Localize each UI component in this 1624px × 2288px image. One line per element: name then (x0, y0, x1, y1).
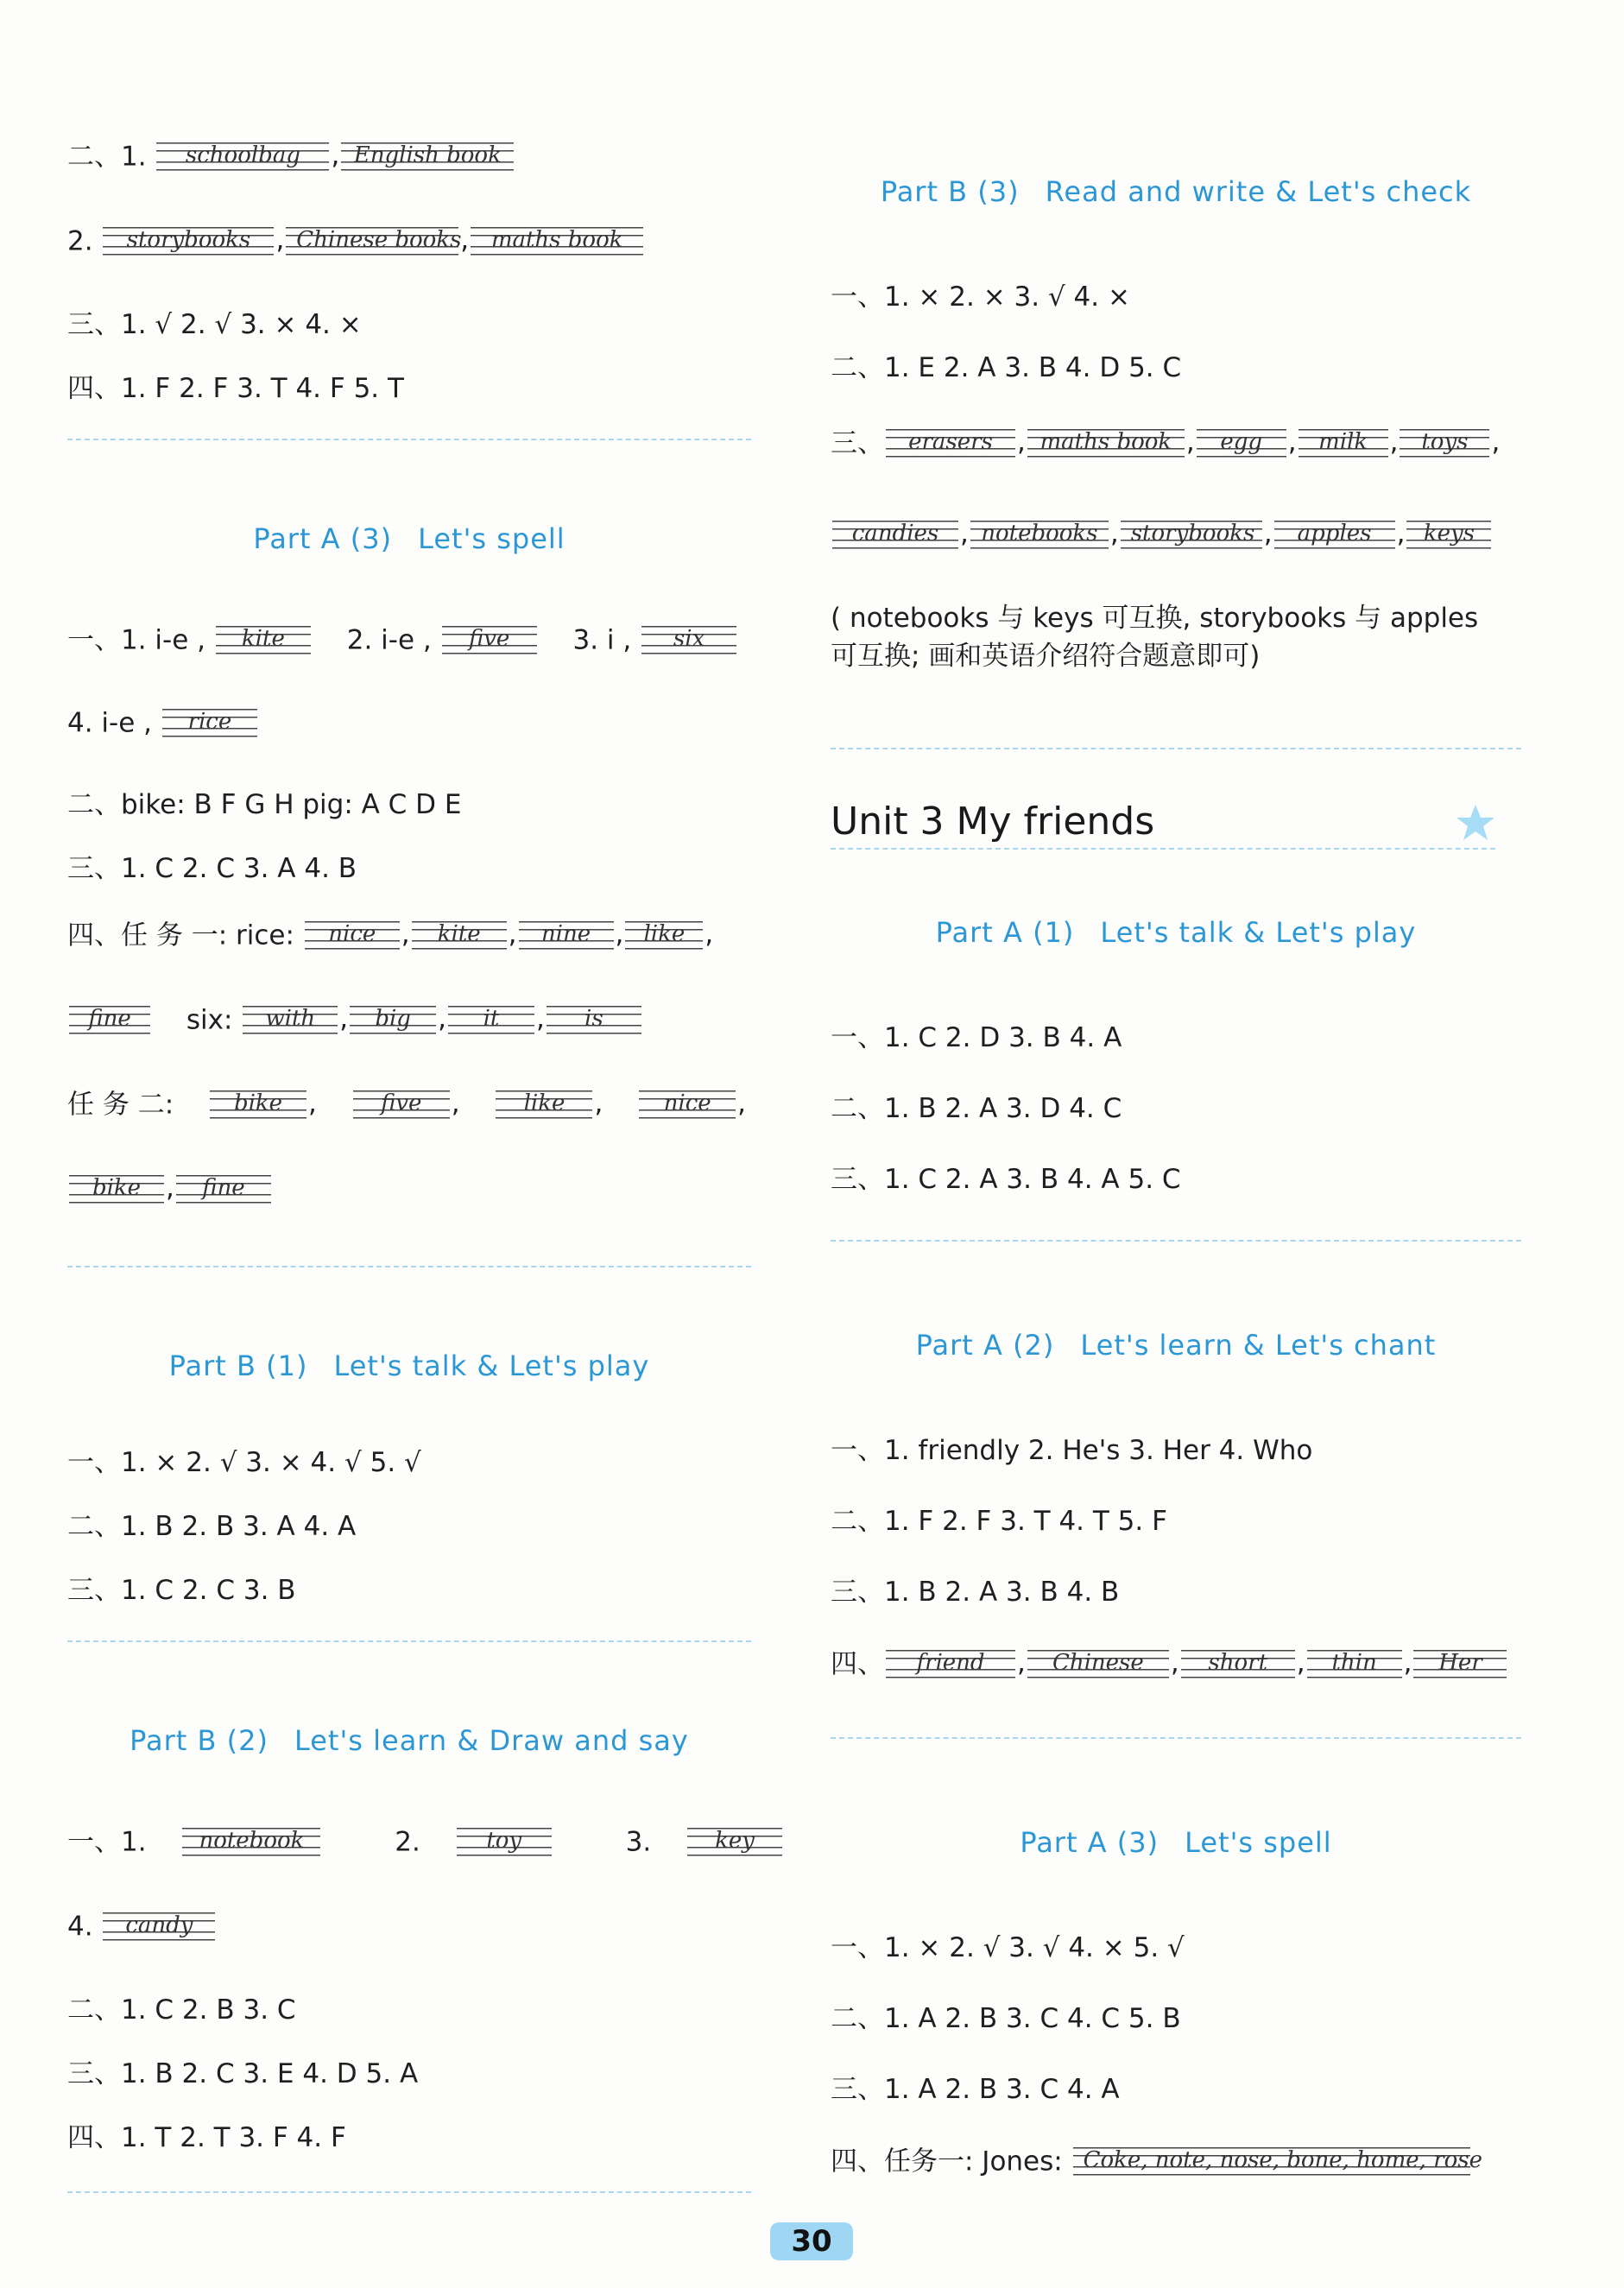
answer-line: 一、1. × 2. √ 3. × 4. √ 5. √ (67, 1447, 421, 1478)
handwritten-answer: kite (412, 920, 507, 952)
line-prefix: 2. (67, 225, 93, 257)
handwritten-answer: toys (1400, 427, 1489, 460)
section-header (67, 520, 751, 558)
part-title: Read and write & Let's check (1045, 175, 1472, 208)
answer-line: 二、1. schoolbag , English book (67, 136, 515, 176)
handwritten-answer: notebooks (970, 519, 1109, 552)
answer-line: 2. storybooks , Chinese books, maths book (67, 221, 645, 261)
answer-line: candies , notebooks , storybooks , apples , keys (831, 515, 1493, 553)
star-icon (1456, 803, 1495, 843)
handwritten-answer: like (625, 920, 703, 952)
handwritten-answer: candies (832, 519, 958, 552)
answer-line (67, 1822, 784, 1861)
part-label: Part A (2) (915, 1329, 1055, 1362)
part-title: Let's learn & Draw and say (294, 1724, 689, 1757)
section-divider (67, 2191, 751, 2193)
handwritten-answer: nice (639, 1089, 736, 1122)
page-number: 30 (770, 2222, 853, 2260)
answer-line: 二、1. A 2. B 3. C 4. C 5. B (831, 2003, 1181, 2034)
handwritten-answer: apples (1274, 519, 1395, 552)
part-label: Part B (1) (168, 1349, 308, 1382)
unit-title (831, 796, 1495, 850)
handwritten-answer: notebook (182, 1826, 320, 1859)
handwritten-answer: storybooks (1121, 519, 1262, 552)
unit-title-text: Unit 3 My friends (831, 800, 1155, 844)
handwritten-answer: is (547, 1004, 641, 1037)
handwritten-answer: five (353, 1089, 450, 1122)
answer-line: 三、 erasers , maths book , egg , milk , toys , (831, 427, 1501, 459)
answer-line: 四、1. F 2. F 3. T 4. F 5. T (67, 373, 404, 404)
note-text: ( notebooks 与 keys 可互换, storybooks 与 apples 可互换; 画和英语介绍符合题意即可) (831, 603, 1479, 672)
handwritten-answer: fine (176, 1173, 271, 1206)
handwritten-answer: it (448, 1004, 534, 1037)
answer-line: bike , fine (67, 1169, 273, 1207)
section-header (67, 1722, 751, 1760)
handwritten-answer: candy (103, 1911, 215, 1944)
line-prefix: 2. i-e , (346, 624, 432, 656)
handwritten-answer: storybooks (103, 225, 274, 258)
answer-line (67, 703, 259, 743)
section-divider (67, 1266, 751, 1267)
answer-line: 三、1. C 2. C 3. B (67, 1575, 296, 1606)
section-header (831, 1823, 1521, 1861)
handwritten-answer: English book (341, 141, 514, 174)
handwritten-answer: friend (886, 1648, 1015, 1681)
handwritten-answer: maths book (1027, 427, 1185, 460)
section-divider (67, 1640, 751, 1642)
part-title: Let's talk & Let's play (1100, 916, 1417, 949)
section-header (831, 913, 1521, 951)
answer-line: 二、bike: B F G H pig: A C D E (67, 789, 462, 820)
line-prefix: 4. (67, 1911, 93, 1943)
handwritten-answer: nine (519, 920, 614, 952)
handwritten-answer: bike (210, 1089, 306, 1122)
part-label: Part A (3) (1020, 1826, 1160, 1859)
handwritten-answer: short (1181, 1648, 1295, 1681)
line-prefix: 四、任 务 一: rice: (67, 920, 294, 951)
answer-line: 四、任 务 一: rice: nice , kite , nine , like , (67, 919, 714, 951)
section-divider (831, 1240, 1521, 1242)
answer-line: 二、1. C 2. B 3. C (67, 1994, 296, 2026)
answer-line: 二、1. B 2. B 3. A 4. A (67, 1511, 357, 1542)
answer-line: 一、1. × 2. × 3. √ 4. × (831, 281, 1130, 313)
line-prefix: 一、1. i-e , (67, 624, 206, 656)
answer-line (67, 1906, 217, 1946)
line-prefix: 任 务 二: (67, 1089, 174, 1121)
line-prefix: 二、1. (67, 141, 147, 173)
answer-line (831, 2141, 1482, 2181)
handwritten-answer: schoolbag (156, 141, 329, 174)
handwritten-answer: egg (1197, 427, 1286, 460)
answer-line: 三、1. B 2. A 3. B 4. B (831, 1577, 1120, 1608)
handwritten-answer: Her (1413, 1648, 1507, 1681)
handwritten-answer: fine (69, 1004, 150, 1037)
line-prefix: six: (186, 1004, 233, 1036)
answer-line (67, 620, 738, 660)
section-divider (831, 1737, 1521, 1739)
part-title: Let's learn & Let's chant (1080, 1329, 1437, 1362)
handwritten-answer: six (641, 624, 736, 657)
handwritten-answer: maths book (471, 225, 643, 258)
handwritten-answer: nice (305, 920, 400, 952)
answer-line: 三、1. A 2. B 3. C 4. A (831, 2074, 1120, 2105)
answer-line: 二、1. E 2. A 3. B 4. D 5. C (831, 352, 1182, 383)
line-prefix: 3. (625, 1826, 652, 1858)
line-prefix: 四、 (831, 1648, 884, 1680)
handwritten-answer: toy (457, 1826, 552, 1859)
handwritten-answer: Coke, note, nose, bone, home, rose (1073, 2146, 1470, 2178)
part-title: Let's spell (418, 522, 566, 555)
part-label: Part B (2) (130, 1724, 269, 1757)
handwritten-answer: big (350, 1004, 436, 1037)
answer-line: 二、1. F 2. F 3. T 4. T 5. F (831, 1506, 1167, 1537)
line-prefix: 三、 (831, 427, 884, 459)
part-label: Part A (1) (935, 916, 1075, 949)
handwritten-answer: rice (162, 707, 257, 740)
answer-line: 四、1. T 2. T 3. F 4. F (67, 2122, 346, 2153)
answer-line: fine six: with , big , it , is (67, 1000, 643, 1040)
handwritten-answer: like (496, 1089, 592, 1122)
section-header (67, 1347, 751, 1385)
part-label: Part B (3) (880, 175, 1020, 208)
line-prefix: 一、1. (67, 1826, 147, 1858)
line-prefix: 4. i-e , (67, 707, 153, 739)
answer-line: 三、1. B 2. C 3. E 4. D 5. A (67, 2058, 419, 2089)
answer-line: 三、1. C 2. A 3. B 4. A 5. C (831, 1164, 1181, 1195)
section-header (831, 1326, 1521, 1364)
section-divider (67, 439, 751, 440)
line-prefix: 四、任务一: Jones: (831, 2146, 1063, 2177)
answer-line: 一、1. friendly 2. He's 3. Her 4. Who (831, 1435, 1313, 1466)
line-prefix: 2. (395, 1826, 420, 1858)
handwritten-answer: with (243, 1004, 338, 1037)
handwritten-answer: five (442, 624, 537, 657)
handwritten-answer: Chinese (1027, 1648, 1169, 1681)
handwritten-answer: Chinese books (286, 225, 458, 258)
part-title: Let's talk & Let's play (333, 1349, 650, 1382)
answer-line: 三、1. √ 2. √ 3. × 4. × (67, 309, 362, 340)
part-label: Part A (3) (253, 522, 393, 555)
handwritten-answer: thin (1307, 1648, 1402, 1681)
handwritten-answer: erasers (886, 427, 1015, 460)
line-prefix: 3. i , (572, 624, 632, 656)
section-header (831, 173, 1521, 211)
answer-line: 一、1. C 2. D 3. B 4. A (831, 1022, 1122, 1053)
handwritten-answer: kite (216, 624, 311, 657)
part-title: Let's spell (1185, 1826, 1332, 1859)
handwritten-answer: bike (69, 1173, 164, 1206)
handwritten-answer: milk (1299, 427, 1388, 460)
section-divider (831, 748, 1521, 749)
answer-line: 三、1. C 2. C 3. A 4. B (67, 853, 357, 884)
answer-line: 四、 friend , Chinese , short , thin , Her (831, 1644, 1508, 1684)
handwritten-answer: keys (1406, 519, 1491, 552)
handwritten-answer: key (687, 1826, 782, 1859)
answer-line: 任 务 二: bike , five , like , nice , (67, 1088, 747, 1121)
answer-line: 一、1. × 2. √ 3. √ 4. × 5. √ (831, 1932, 1185, 1963)
answer-line: 二、1. B 2. A 3. D 4. C (831, 1093, 1122, 1124)
